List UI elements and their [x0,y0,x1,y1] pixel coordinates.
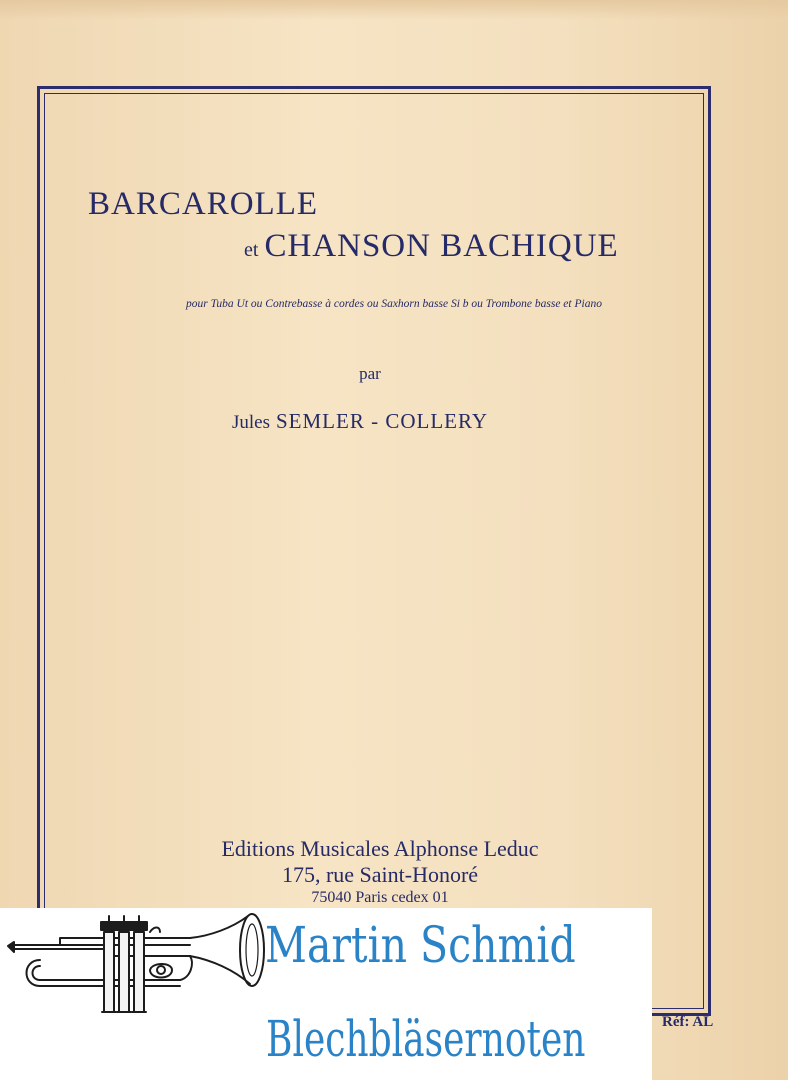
publisher-street: 175, rue Saint-Honoré [281,862,479,887]
banner-shop-name: Martin Schmid [265,916,576,974]
paper-edge-shadow [0,0,788,20]
title-main: CHANSON BACHIQUE [264,228,619,264]
reference-number: Réf: AL [662,1014,714,1030]
banner-shop-tagline: Blechbläsernoten [266,1010,586,1068]
composer-last-name: SEMLER - COLLERY [276,409,489,433]
by-label: par [359,364,381,383]
title-conjunction: et [244,239,259,261]
composer-name [232,409,488,434]
trumpet-icon [0,908,275,1018]
instrumentation-line: pour Tuba Ut ou Contrebasse à cordes ou Saxhorn basse Si b ou Trombone basse et Piano [186,298,602,310]
title-line-2 [244,228,619,265]
composer-first-name: Jules [232,412,270,433]
publisher-name: Editions Musicales Alphonse Leduc [221,836,539,861]
publisher-city: 75040 Paris cedex 01 [311,889,449,906]
title-line-1: BARCAROLLE [88,186,319,222]
